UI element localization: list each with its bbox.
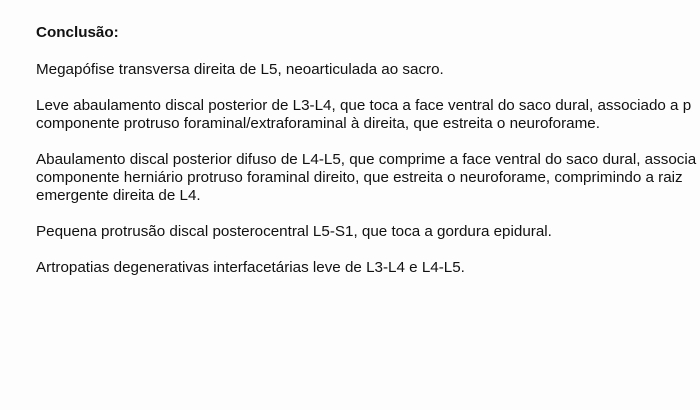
text-line: emergente direita de L4. xyxy=(36,187,201,204)
finding-paragraph-l3-l4 xyxy=(36,97,700,133)
text-line: Megapófise transversa direita de L5, neoarticulada ao sacro. xyxy=(36,61,444,78)
finding-paragraph-l5-s1 xyxy=(36,223,700,241)
finding-paragraph-facet-arthropathy xyxy=(36,259,700,277)
section-heading: Conclusão: xyxy=(36,24,119,41)
text-line: componente herniário protruso foraminal direito, que estreita o neuroforame, comprimindo a raiz xyxy=(36,169,683,186)
text-line: Abaulamento discal posterior difuso de L4-L5, que comprime a face ventral do saco dural, associa xyxy=(36,151,697,168)
text-line: Artropatias degenerativas interfacetárias leve de L3-L4 e L4-L5. xyxy=(36,259,465,276)
text-line: Leve abaulamento discal posterior de L3-L4, que toca a face ventral do saco dural, associado a p xyxy=(36,97,692,114)
finding-paragraph-l4-l5 xyxy=(36,151,700,205)
report-conclusion-section xyxy=(36,24,700,295)
finding-paragraph-megapophysis xyxy=(36,61,700,79)
text-line: componente protruso foraminal/extraforaminal à direita, que estreita o neuroforame. xyxy=(36,115,600,132)
text-line: Pequena protrusão discal posterocentral L5-S1, que toca a gordura epidural. xyxy=(36,223,552,240)
